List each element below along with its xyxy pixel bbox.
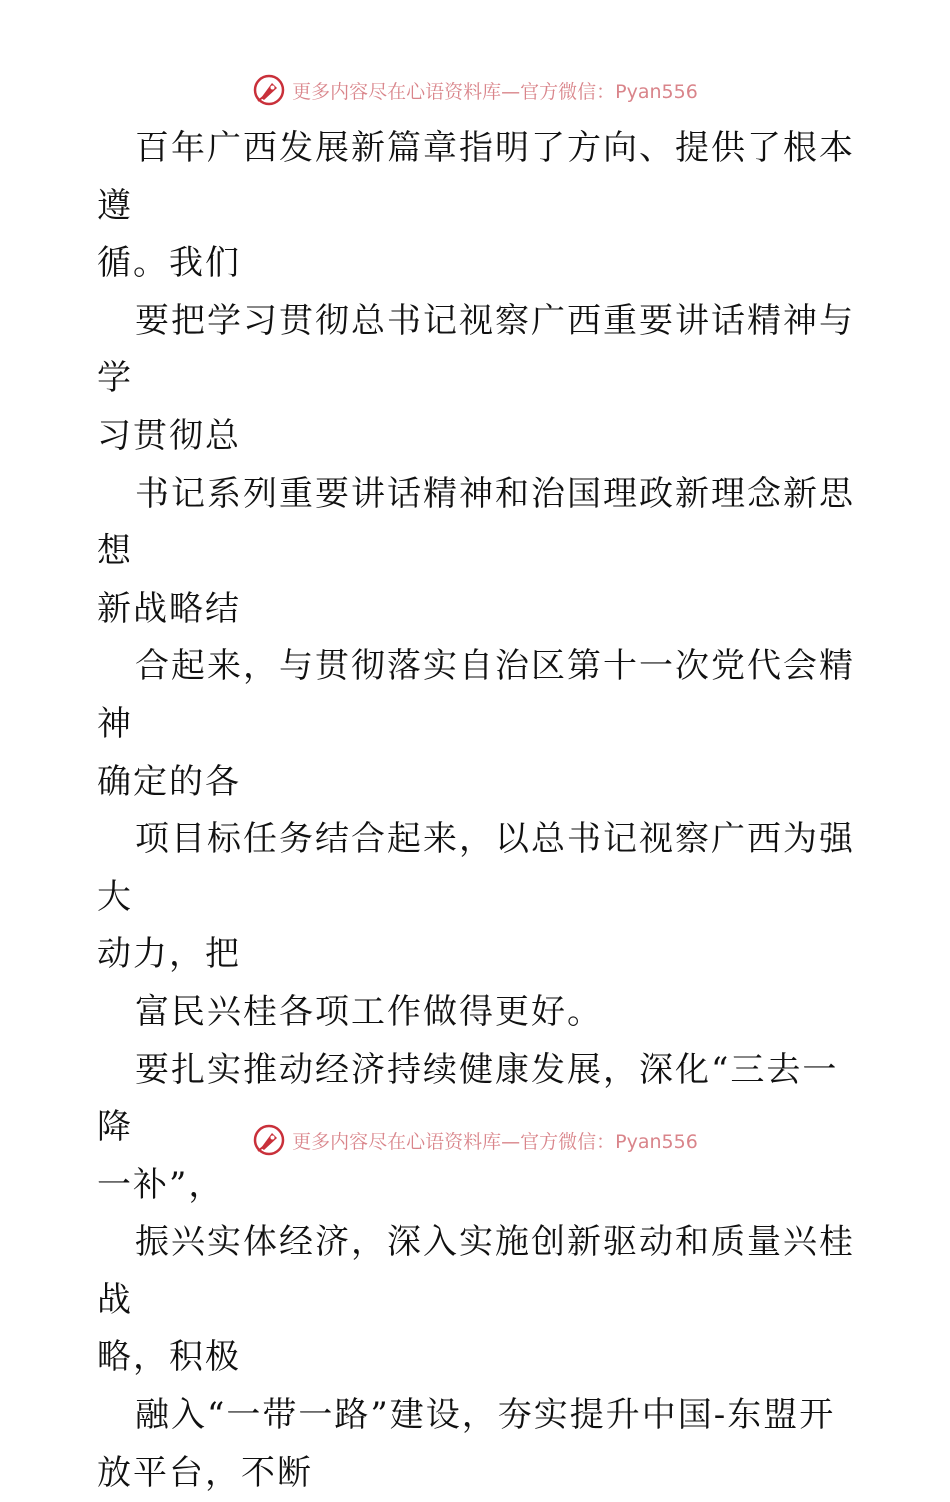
line-first: 书记系列重要讲话精神和治国理政新理念新思想 — [97, 473, 855, 572]
paragraph-line — [97, 984, 857, 1042]
line-first: 融入“一带一路”建设，夯实提升中国-东盟开 — [135, 1395, 836, 1436]
line-rest: 一补”， — [97, 1164, 225, 1205]
paragraph-line — [97, 1387, 857, 1502]
line-rest: 新战略结 — [97, 588, 241, 629]
line-first: 要扎实推动经济持续健康发展，深化“三去一降 — [97, 1049, 839, 1148]
line-first: 振兴实体经济，深入实施创新驱动和质量兴桂战 — [97, 1222, 855, 1320]
line-first: 项目标任务结合起来，以总书记视察广西为强大 — [97, 819, 855, 917]
paragraph-line — [97, 120, 857, 293]
paragraph-line — [97, 466, 857, 639]
pen-nib-icon — [252, 1123, 286, 1157]
line-first: 要把学习贯彻总书记视察广西重要讲话精神与学 — [97, 300, 855, 399]
line-first: 合起来，与贯彻落实自治区第十一次党代会精神 — [97, 646, 855, 744]
line-rest: 放平台，不断 — [97, 1452, 313, 1493]
line-rest: 动力，把 — [97, 934, 241, 975]
pen-nib-icon — [252, 73, 286, 107]
header-watermark — [0, 70, 950, 110]
footer-watermark-text: 更多内容尽在心语资料库—官方微信：Pyan556 — [292, 1130, 698, 1153]
line-first: 富民兴桂各项工作做得更好。 — [135, 991, 603, 1032]
footer-watermark — [0, 1120, 950, 1160]
line-rest: 循。我们 — [97, 243, 241, 284]
paragraph-line — [97, 1214, 857, 1387]
header-watermark-text: 更多内容尽在心语资料库—官方微信：Pyan556 — [292, 80, 698, 103]
document-body — [97, 120, 857, 1502]
line-rest: 确定的各 — [97, 761, 241, 802]
paragraph-line — [97, 811, 857, 984]
line-rest: 习贯彻总 — [97, 415, 241, 456]
line-rest: 略，积极 — [97, 1337, 241, 1378]
line-first: 百年广西发展新篇章指明了方向、提供了根本遵 — [97, 128, 855, 226]
paragraph-line — [97, 638, 857, 811]
paragraph-line — [97, 293, 857, 466]
